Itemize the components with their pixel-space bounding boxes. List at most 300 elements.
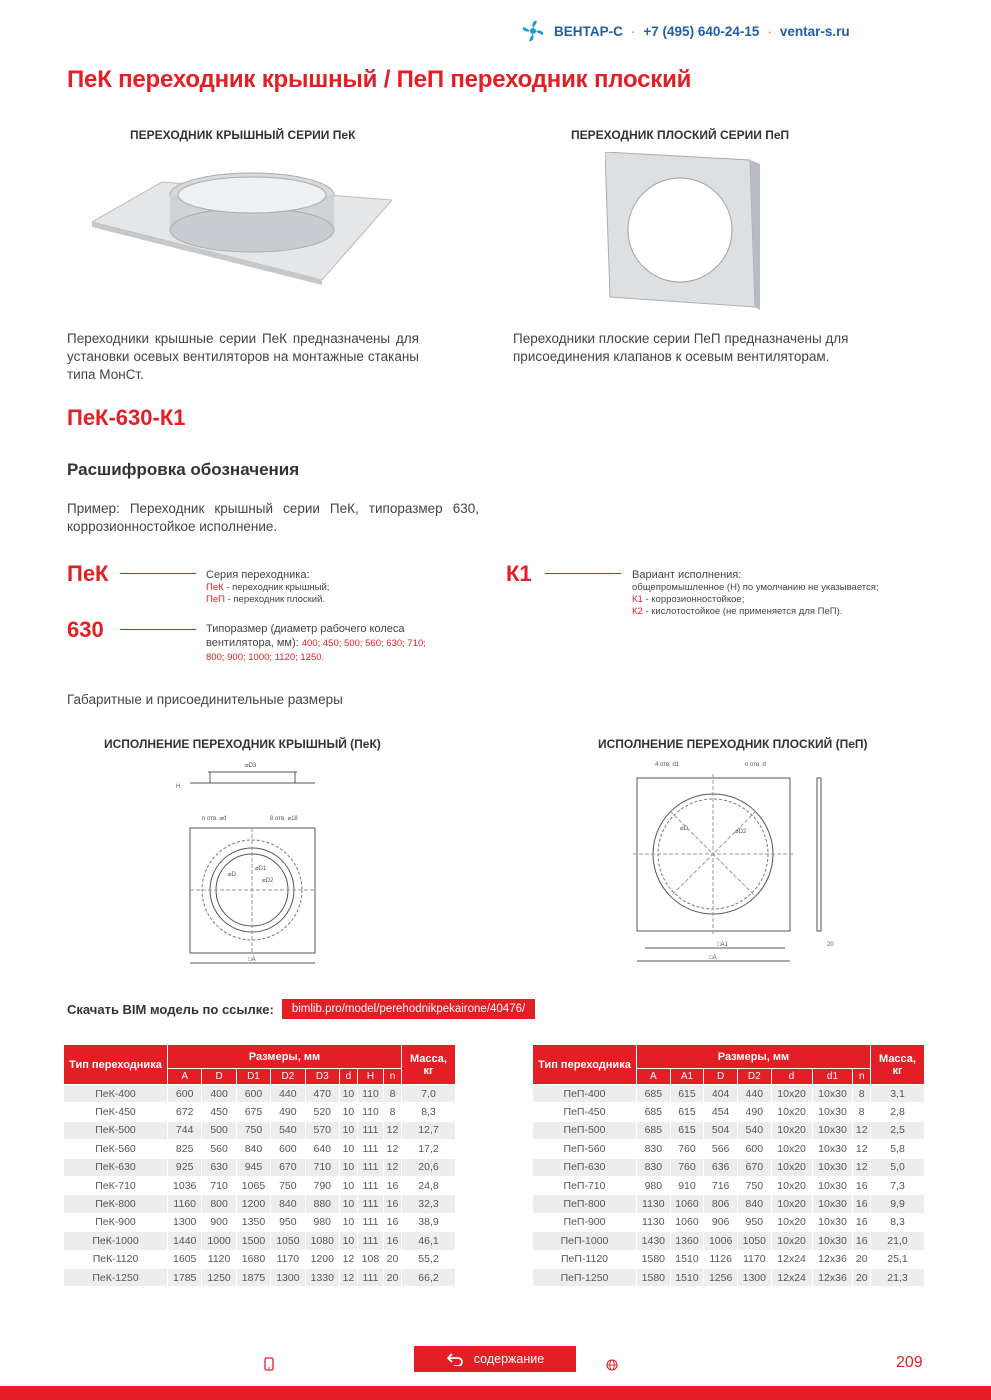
cell-dim: 10х30 (812, 1232, 853, 1250)
cell-mass: 17,2 (402, 1140, 456, 1158)
cell-dim: 950 (737, 1213, 771, 1231)
cell-dim: 1510 (670, 1250, 704, 1268)
cell-dim: 1360 (670, 1232, 704, 1250)
cell-dim: 20 (384, 1268, 402, 1286)
col-header: H (357, 1069, 383, 1085)
cell-dim: 454 (704, 1103, 738, 1121)
cell-dim: 615 (670, 1103, 704, 1121)
cell-dim: 600 (271, 1140, 305, 1158)
cell-mass: 7,0 (402, 1085, 456, 1103)
decoding-heading: Расшифровка обозначения (67, 460, 300, 479)
cell-mass: 25,1 (871, 1250, 925, 1268)
bim-link[interactable]: bimlib.pro/model/perehodnikpekairone/40476/ (282, 999, 535, 1019)
cell-dim: 111 (357, 1121, 383, 1139)
cell-dim: 500 (202, 1121, 236, 1139)
cell-dim: 12 (853, 1121, 871, 1139)
col-header: d (771, 1069, 812, 1085)
col-header: d (339, 1069, 357, 1085)
cell-mass: 8,3 (871, 1213, 925, 1231)
variant-block (632, 568, 879, 618)
cell-dim: 10х30 (812, 1158, 853, 1176)
cell-dim: 20 (853, 1268, 871, 1286)
pek-caption: ПЕРЕХОДНИК КРЫШНЫЙ СЕРИИ ПеК (130, 128, 356, 142)
cell-dim: 111 (357, 1195, 383, 1213)
cell-dim: 1430 (637, 1232, 671, 1250)
cell-type: ПеК-400 (64, 1085, 168, 1103)
fan-logo-icon (520, 18, 546, 44)
cell-dim: 16 (384, 1176, 402, 1194)
pep-caption: ПЕРЕХОДНИК ПЛОСКИЙ СЕРИИ ПеП (571, 128, 790, 142)
table-row (64, 1103, 456, 1121)
cell-type: ПеП-630 (533, 1158, 637, 1176)
cell-dim: 1060 (670, 1195, 704, 1213)
table-row (64, 1195, 456, 1213)
cell-dim: 600 (236, 1085, 270, 1103)
cell-dim: 925 (168, 1158, 202, 1176)
cell-dim: 840 (236, 1140, 270, 1158)
cell-dim: 1120 (202, 1250, 236, 1268)
pep-drawing-title: ИСПОЛНЕНИЕ ПЕРЕХОДНИК ПЛОСКИЙ (ПеП) (598, 737, 868, 751)
cell-dim: 20 (384, 1250, 402, 1268)
label-n-holes: n отв. ⌀d (202, 816, 227, 822)
cell-dim: 672 (168, 1103, 202, 1121)
cell-type: ПеК-1120 (64, 1250, 168, 1268)
table-row (64, 1176, 456, 1194)
cell-dim: 880 (305, 1195, 339, 1213)
cell-dim: 110 (357, 1103, 383, 1121)
table-row (533, 1176, 925, 1194)
cell-dim: 10 (339, 1121, 357, 1139)
cell-dim: 1160 (168, 1195, 202, 1213)
cell-dim: 570 (305, 1121, 339, 1139)
table-row (64, 1121, 456, 1139)
cell-dim: 566 (704, 1140, 738, 1158)
cell-dim: 108 (357, 1250, 383, 1268)
cell-mass: 2,5 (871, 1121, 925, 1139)
code-line (120, 573, 196, 574)
cell-mass: 7,3 (871, 1176, 925, 1194)
col-type-header: Тип переходника (64, 1045, 168, 1085)
cell-type: ПеП-800 (533, 1195, 637, 1213)
cell-dim: 750 (737, 1176, 771, 1194)
table-row (533, 1213, 925, 1231)
cell-dim: 1200 (236, 1195, 270, 1213)
cell-dim: 1006 (704, 1232, 738, 1250)
cell-dim: 10 (339, 1232, 357, 1250)
label-d1: ⌀D1 (255, 866, 267, 872)
col-header: D2 (271, 1069, 305, 1085)
separator: · (630, 23, 636, 39)
cell-dim: 1000 (202, 1232, 236, 1250)
cell-dim: 1785 (168, 1268, 202, 1286)
cell-mass: 3,1 (871, 1085, 925, 1103)
site-link[interactable]: ventar-s.ru (779, 23, 850, 39)
label-4-holes: 4 отв. d1 (655, 762, 680, 768)
pep-drawing (625, 758, 840, 968)
cell-dim: 10 (339, 1213, 357, 1231)
cell-dim: 710 (305, 1158, 339, 1176)
table-row (64, 1140, 456, 1158)
cell-dim: 685 (637, 1103, 671, 1121)
cell-dim: 12 (384, 1158, 402, 1176)
cell-dim: 600 (737, 1140, 771, 1158)
table-row (533, 1268, 925, 1286)
cell-type: ПеП-900 (533, 1213, 637, 1231)
size-block (206, 622, 431, 664)
table-row (64, 1158, 456, 1176)
cell-dim: 950 (271, 1213, 305, 1231)
cell-dim: 440 (737, 1085, 771, 1103)
table-row (533, 1121, 925, 1139)
size-values: 400; 450; 500; 560; 630; 710; 800; 900; 1000; 1120; 1250. (206, 638, 426, 663)
cell-dim: 400 (202, 1085, 236, 1103)
table-row (64, 1085, 456, 1103)
table-row (64, 1232, 456, 1250)
cell-dim: 1080 (305, 1232, 339, 1250)
cell-dim: 10 (339, 1140, 357, 1158)
cell-dim: 1036 (168, 1176, 202, 1194)
cell-dim: 10х20 (771, 1232, 812, 1250)
pek-option-2: ПеП - переходник плоский. (206, 594, 326, 605)
cell-dim: 110 (357, 1085, 383, 1103)
cell-dim: 710 (202, 1176, 236, 1194)
cell-dim: 900 (202, 1213, 236, 1231)
cell-dim: 12 (339, 1250, 357, 1268)
cell-dim: 10х30 (812, 1213, 853, 1231)
col-header: D3 (305, 1069, 339, 1085)
cell-dim: 540 (271, 1121, 305, 1139)
cell-mass: 46,1 (402, 1232, 456, 1250)
variant-default: общепромышленное (Н) по умолчанию не указывается; (632, 582, 879, 593)
cell-dim: 8 (384, 1103, 402, 1121)
col-mass-header: Масса, кг (402, 1045, 456, 1085)
globe-icon[interactable] (606, 1359, 618, 1371)
cell-type: ПеП-450 (533, 1103, 637, 1121)
cell-dim: 1440 (168, 1232, 202, 1250)
page-title: ПеК переходник крышный / ПеП переходник плоский (67, 66, 692, 93)
cell-dim: 16 (384, 1195, 402, 1213)
cell-dim: 16 (853, 1195, 871, 1213)
variant-label: Вариант исполнения: (632, 569, 742, 581)
cell-dim: 750 (236, 1121, 270, 1139)
cell-dim: 1256 (704, 1268, 738, 1286)
cell-dim: 10х30 (812, 1195, 853, 1213)
cell-dim: 1050 (737, 1232, 771, 1250)
cell-dim: 10х30 (812, 1121, 853, 1139)
separator: · (767, 23, 772, 39)
col-header: A (168, 1069, 202, 1085)
cell-dim: 10х20 (771, 1195, 812, 1213)
cell-type: ПеП-400 (533, 1085, 637, 1103)
cell-dim: 490 (737, 1103, 771, 1121)
cell-dim: 1060 (670, 1213, 704, 1231)
cell-type: ПеК-560 (64, 1140, 168, 1158)
contents-label: содержание (473, 1352, 545, 1366)
cell-dim: 16 (384, 1213, 402, 1231)
cell-dim: 10 (339, 1176, 357, 1194)
cell-mass: 32,3 (402, 1195, 456, 1213)
cell-dim: 12х24 (771, 1268, 812, 1286)
cell-dim: 8 (384, 1085, 402, 1103)
cell-dim: 980 (637, 1176, 671, 1194)
cell-dim: 10х20 (771, 1103, 812, 1121)
cell-dim: 12 (339, 1268, 357, 1286)
cell-mass: 9,9 (871, 1195, 925, 1213)
cell-dim: 111 (357, 1232, 383, 1250)
cell-dim: 404 (704, 1085, 738, 1103)
cell-dim: 450 (202, 1103, 236, 1121)
cell-dim: 1130 (637, 1195, 671, 1213)
cell-type: ПеК-1000 (64, 1232, 168, 1250)
cell-dim: 111 (357, 1140, 383, 1158)
cell-dim: 12 (853, 1158, 871, 1176)
cell-type: ПеК-630 (64, 1158, 168, 1176)
cell-dim: 16 (853, 1232, 871, 1250)
cell-type: ПеК-450 (64, 1103, 168, 1121)
table-row (533, 1250, 925, 1268)
cell-mass: 24,8 (402, 1176, 456, 1194)
decoding-example: Пример: Переходник крышный серии ПеК, типоразмер 630, коррозионностойкое исполнение. (67, 501, 479, 534)
col-dims-header: Размеры, мм (637, 1045, 871, 1069)
dims-heading: Габаритные и присоединительные размеры (67, 692, 343, 707)
cell-dim: 830 (637, 1140, 671, 1158)
cell-type: ПеП-500 (533, 1121, 637, 1139)
cell-dim: 1200 (305, 1250, 339, 1268)
cell-dim: 520 (305, 1103, 339, 1121)
cell-dim: 675 (236, 1103, 270, 1121)
cell-dim: 685 (637, 1121, 671, 1139)
label-d: ⌀D (680, 826, 688, 832)
cell-type: ПеК-500 (64, 1121, 168, 1139)
cell-dim: 440 (271, 1085, 305, 1103)
code-line (545, 573, 621, 574)
cell-dim: 10х20 (771, 1121, 812, 1139)
cell-mass: 38,9 (402, 1213, 456, 1231)
cell-dim: 636 (704, 1158, 738, 1176)
pep-product-image (605, 152, 760, 312)
cell-dim: 111 (357, 1268, 383, 1286)
cell-dim: 630 (202, 1158, 236, 1176)
col-dims-header: Размеры, мм (168, 1045, 402, 1069)
label-a: □A (248, 957, 256, 963)
cell-dim: 1065 (236, 1176, 270, 1194)
cell-mass: 2,8 (871, 1103, 925, 1121)
cell-dim: 540 (737, 1121, 771, 1139)
brand-name[interactable]: ВЕНТАР-С (554, 23, 623, 39)
col-header: D (202, 1069, 236, 1085)
contents-button[interactable] (414, 1346, 576, 1372)
pek-product-image (92, 160, 392, 285)
cell-dim: 490 (271, 1103, 305, 1121)
cell-dim: 10 (339, 1085, 357, 1103)
code-size: 630 (67, 617, 104, 642)
cell-dim: 10х20 (771, 1176, 812, 1194)
cell-dim: 840 (737, 1195, 771, 1213)
cell-dim: 910 (670, 1176, 704, 1194)
pek-description: Переходники крышные серии ПеК предназначены для установки осевых вентиляторов на монтажные стаканы типа МонСт. (67, 331, 419, 382)
cell-dim: 1050 (271, 1232, 305, 1250)
col-header: A (637, 1069, 671, 1085)
cell-dim: 685 (637, 1085, 671, 1103)
cell-dim: 830 (637, 1158, 671, 1176)
cell-dim: 16 (853, 1176, 871, 1194)
table-row (64, 1268, 456, 1286)
cell-dim: 716 (704, 1176, 738, 1194)
cell-dim: 1250 (202, 1268, 236, 1286)
cell-dim: 1130 (637, 1213, 671, 1231)
footer-bar (0, 1386, 991, 1400)
cell-dim: 12х36 (812, 1250, 853, 1268)
phone-icon[interactable] (264, 1357, 274, 1371)
cell-type: ПеК-710 (64, 1176, 168, 1194)
cell-dim: 840 (271, 1195, 305, 1213)
page-number: 209 (896, 1354, 923, 1371)
cell-dim: 1605 (168, 1250, 202, 1268)
label-a1: □A1 (717, 942, 728, 948)
cell-mass: 21,3 (871, 1268, 925, 1286)
cell-dim: 1580 (637, 1250, 671, 1268)
cell-type: ПеК-1250 (64, 1268, 168, 1286)
cell-dim: 1170 (737, 1250, 771, 1268)
label-d2: ⌀D2 (735, 829, 747, 835)
table-row (533, 1232, 925, 1250)
label-a: □A (709, 955, 717, 961)
cell-dim: 10 (339, 1103, 357, 1121)
cell-dim: 760 (670, 1140, 704, 1158)
cell-dim: 10х30 (812, 1140, 853, 1158)
label-h: H (176, 784, 181, 790)
cell-dim: 16 (384, 1232, 402, 1250)
cell-dim: 1500 (236, 1232, 270, 1250)
cell-mass: 8,3 (402, 1103, 456, 1121)
cell-dim: 10х20 (771, 1158, 812, 1176)
size-label: Типоразмер (диаметр рабочего колеса вентилятора, мм): (206, 623, 405, 649)
cell-dim: 945 (236, 1158, 270, 1176)
cell-dim: 1680 (236, 1250, 270, 1268)
pep-dimensions-table (532, 1044, 925, 1287)
cell-dim: 760 (670, 1158, 704, 1176)
table-row (64, 1213, 456, 1231)
cell-type: ПеП-560 (533, 1140, 637, 1158)
cell-dim: 470 (305, 1085, 339, 1103)
label-d: ⌀D (228, 872, 236, 878)
cell-dim: 1510 (670, 1268, 704, 1286)
phone-link[interactable]: +7 (495) 640-24-15 (643, 23, 760, 39)
label-n-holes: n отв. d (745, 762, 766, 768)
variant-k1: К1 - коррозионностойкое; (632, 594, 745, 605)
pek-dimensions-table (63, 1044, 456, 1287)
bim-label: Скачать BIM модель по ссылке: (67, 1001, 274, 1017)
table-row (533, 1085, 925, 1103)
cell-mass: 5,8 (871, 1140, 925, 1158)
col-header: D2 (737, 1069, 771, 1085)
cell-dim: 1300 (168, 1213, 202, 1231)
cell-dim: 790 (305, 1176, 339, 1194)
return-icon (446, 1352, 464, 1366)
cell-dim: 111 (357, 1213, 383, 1231)
cell-dim: 10х30 (812, 1176, 853, 1194)
table-row (533, 1195, 925, 1213)
label-d2: ⌀D2 (262, 878, 274, 884)
cell-mass: 5,0 (871, 1158, 925, 1176)
cell-mass: 20,6 (402, 1158, 456, 1176)
cell-dim: 670 (737, 1158, 771, 1176)
table-row (533, 1103, 925, 1121)
cell-dim: 1300 (737, 1268, 771, 1286)
cell-dim: 8 (853, 1085, 871, 1103)
code-line (120, 629, 196, 630)
label-d3: ⌀D3 (245, 763, 257, 769)
col-mass-header: Масса, кг (871, 1045, 925, 1085)
cell-dim: 12 (853, 1140, 871, 1158)
pek-drawing (170, 758, 335, 968)
label-thickness: 20 (827, 942, 834, 948)
cell-dim: 10х20 (771, 1140, 812, 1158)
col-header: A1 (670, 1069, 704, 1085)
col-type-header: Тип переходника (533, 1045, 637, 1085)
cell-dim: 20 (853, 1250, 871, 1268)
cell-type: ПеП-1120 (533, 1250, 637, 1268)
cell-type: ПеП-1000 (533, 1232, 637, 1250)
col-header: d1 (812, 1069, 853, 1085)
cell-dim: 12 (384, 1121, 402, 1139)
bim-download (67, 999, 535, 1019)
variant-k2: К2 - кислотостойкое (не применяется для ПеП). (632, 606, 843, 617)
cell-dim: 1350 (236, 1213, 270, 1231)
cell-mass: 55,2 (402, 1250, 456, 1268)
cell-mass: 21,0 (871, 1232, 925, 1250)
cell-dim: 1300 (271, 1268, 305, 1286)
col-header: D1 (236, 1069, 270, 1085)
label-8-holes: 8 отв. ⌀18 (270, 816, 298, 822)
cell-mass: 12,7 (402, 1121, 456, 1139)
cell-dim: 615 (670, 1121, 704, 1139)
pek-drawing-title: ИСПОЛНЕНИЕ ПЕРЕХОДНИК КРЫШНЫЙ (ПеК) (104, 737, 381, 751)
col-header: D (704, 1069, 738, 1085)
cell-dim: 980 (305, 1213, 339, 1231)
cell-dim: 560 (202, 1140, 236, 1158)
cell-dim: 1126 (704, 1250, 738, 1268)
cell-dim: 12 (384, 1140, 402, 1158)
cell-dim: 10 (339, 1195, 357, 1213)
cell-dim: 806 (704, 1195, 738, 1213)
cell-dim: 670 (271, 1158, 305, 1176)
table-row (533, 1158, 925, 1176)
cell-dim: 1580 (637, 1268, 671, 1286)
table-row (64, 1250, 456, 1268)
cell-dim: 1875 (236, 1268, 270, 1286)
cell-dim: 906 (704, 1213, 738, 1231)
cell-dim: 8 (853, 1103, 871, 1121)
cell-type: ПеП-1250 (533, 1268, 637, 1286)
cell-dim: 615 (670, 1085, 704, 1103)
pep-description: Переходники плоские серии ПеП предназначены для присоединения клапанов к осевым вентиляторам. (513, 331, 849, 364)
pek-option-1: ПеК - переходник крышный; (206, 582, 330, 593)
code-k1: К1 (506, 561, 532, 586)
cell-dim: 12х36 (812, 1268, 853, 1286)
model-code: ПеК-630-К1 (67, 405, 186, 430)
cell-dim: 600 (168, 1085, 202, 1103)
cell-dim: 1330 (305, 1268, 339, 1286)
cell-dim: 12х24 (771, 1250, 812, 1268)
cell-dim: 825 (168, 1140, 202, 1158)
cell-dim: 111 (357, 1176, 383, 1194)
col-header: n (384, 1069, 402, 1085)
cell-dim: 10 (339, 1158, 357, 1176)
cell-type: ПеП-710 (533, 1176, 637, 1194)
cell-mass: 66,2 (402, 1268, 456, 1286)
cell-dim: 10х30 (812, 1085, 853, 1103)
